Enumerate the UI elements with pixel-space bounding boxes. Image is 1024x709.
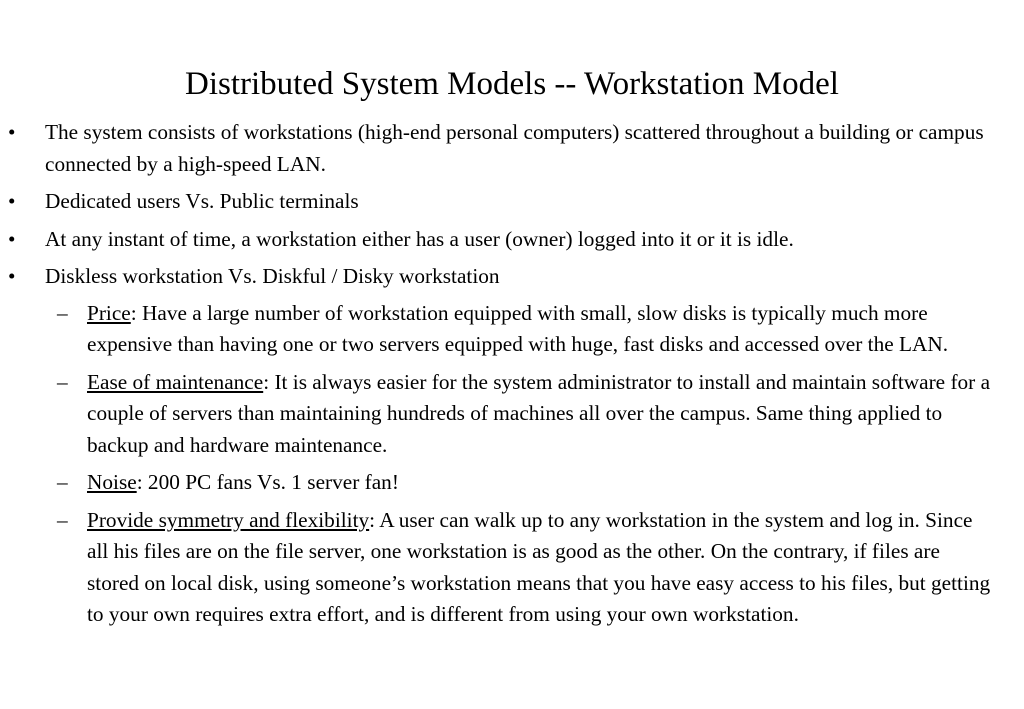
sub-bullet-text: : It is always easier for the system administrator to install and maintain software for a couple of servers than maintaining hundreds of machines all over the campus. Same thing applied to backup and hardware maintenance. (87, 369, 991, 457)
sub-bullet-item (45, 367, 996, 462)
bullet-item (0, 224, 1024, 256)
bullet-list (0, 117, 1024, 637)
sub-bullet-term: Price (87, 300, 131, 325)
bullet-marker: • (8, 120, 16, 144)
bullet-marker: • (8, 226, 16, 251)
sub-bullet-text: : 200 PC fans Vs. 1 server fan! (136, 470, 399, 494)
bullet-marker: • (8, 189, 16, 213)
sub-bullet-item (45, 298, 996, 361)
bullet-text: Diskless workstation Vs. Diskful / Disky workstation (45, 264, 500, 288)
sub-bullet-item (45, 505, 996, 631)
sub-bullet-term: Noise (87, 470, 137, 494)
slide-title: Distributed System Models -- Workstation Model (185, 66, 839, 102)
sub-bullet-marker: – (57, 369, 68, 394)
sub-bullet-marker: – (57, 470, 68, 494)
sub-bullet-term: Ease of maintenance (87, 369, 264, 394)
sub-bullet-item (45, 467, 996, 499)
sub-bullet-list (45, 298, 996, 631)
bullet-item (0, 117, 1024, 180)
bullet-item (0, 186, 1024, 218)
sub-bullet-text: : Have a large number of workstation equipped with small, slow disks is typically much more expensive than having one or two servers equipped with huge, fast disks and accessed over the LAN. (87, 300, 949, 356)
bullet-text: The system consists of workstations (high-end personal computers) scattered throughout a building or campus connected by a high-speed LAN. (45, 120, 984, 176)
bullet-text: Dedicated users Vs. Public terminals (45, 189, 359, 213)
sub-bullet-text: : A user can walk up to any workstation in the system and log in. Since all his files are on the file server, one workstation is as good as the other. On the contrary, if files are stored on local disk, using someone’s workstation means that you have easy access to his files, but getting to your own requires extra effort, and is different from using your own workstation. (87, 507, 991, 626)
sub-bullet-marker: – (57, 300, 68, 325)
sub-bullet-marker: – (57, 507, 68, 532)
bullet-text: At any instant of time, a workstation either has a user (owner) logged into it or it is idle. (45, 226, 794, 251)
bullet-item (0, 261, 1024, 631)
bullet-marker: • (8, 264, 16, 288)
sub-bullet-term: Provide symmetry and flexibility (87, 507, 370, 532)
